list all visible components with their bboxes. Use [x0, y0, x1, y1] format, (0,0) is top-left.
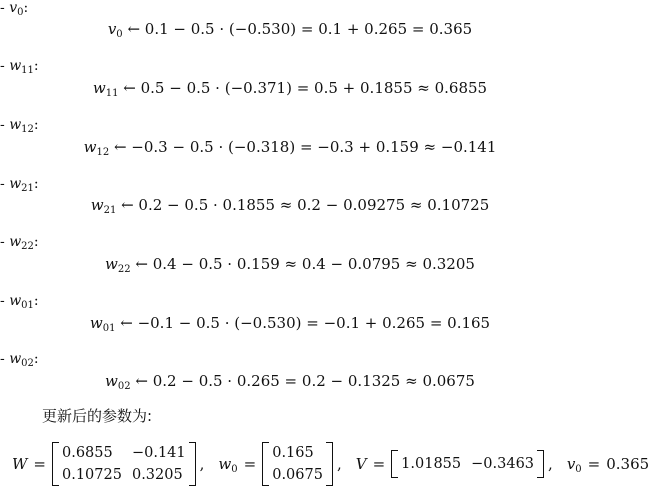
update-equation: $w_{22}$ ← 0.4 − 0.5 · 0.159 ≈ 0.4 − 0.0795 ≈ 0.3205	[105, 255, 475, 275]
right-bracket	[326, 442, 333, 486]
equals-sign: =	[587, 455, 601, 473]
comma: ,	[199, 455, 205, 473]
v0-symbol: $v_0$	[566, 455, 582, 475]
comma: ,	[548, 455, 553, 473]
update-equation: $w_{01}$ ← −0.1 − 0.5 · (−0.530) = −0.1 + 0.265 = 0.165	[89, 314, 491, 334]
equals-sign: =	[372, 455, 386, 473]
vector-cell: 0.165	[272, 445, 314, 461]
update-equation: $w_{11}$ ← 0.5 − 0.5 · (−0.371) = 0.5 + 0.1855 ≈ 0.6855	[92, 79, 488, 99]
update-label: - $w_{22}$:	[0, 234, 39, 252]
right-bracket	[189, 442, 196, 486]
vector-cell: −0.3463	[471, 456, 535, 472]
updated-params-heading: 更新后的参数为:	[42, 407, 153, 425]
update-equation: $w_{21}$ ← 0.2 − 0.5 · 0.1855 ≈ 0.2 − 0.09275 ≈ 0.10725	[90, 196, 490, 216]
W-symbol: W	[12, 455, 28, 473]
update-equation: $v_0$ ← 0.1 − 0.5 · (−0.530) = 0.1 + 0.265 = 0.365	[107, 20, 473, 40]
v0-value: 0.365	[606, 455, 649, 473]
matrix-cell: 0.6855	[62, 445, 113, 461]
right-bracket	[537, 450, 544, 478]
w0-vector	[262, 442, 333, 486]
matrix-cell: −0.141	[131, 445, 186, 461]
left-bracket	[391, 450, 398, 478]
update-label: - $v_0$:	[0, 0, 29, 18]
matrix-cell: 0.3205	[131, 467, 183, 483]
w0-symbol: $w_0$	[218, 455, 238, 475]
equals-sign: =	[33, 455, 46, 473]
update-equation: $w_{02}$ ← 0.2 − 0.5 · 0.265 = 0.2 − 0.1325 ≈ 0.0675	[105, 372, 475, 392]
update-label: - $w_{21}$:	[0, 176, 39, 194]
update-equation: $w_{12}$ ← −0.3 − 0.5 · (−0.318) = −0.3 + 0.159 ≈ −0.141	[83, 138, 497, 158]
update-label: - $w_{01}$:	[0, 293, 39, 311]
left-bracket	[262, 442, 269, 486]
update-label: - $w_{11}$:	[0, 58, 39, 76]
vector-cell: 1.01855	[401, 456, 462, 472]
W-matrix	[52, 442, 196, 486]
update-label: - $w_{12}$:	[0, 117, 39, 135]
left-bracket	[52, 442, 59, 486]
final-parameters	[12, 436, 649, 492]
comma: ,	[336, 455, 342, 473]
matrix-cell: 0.10725	[62, 467, 122, 483]
update-label: - $w_{02}$:	[0, 351, 39, 369]
equals-sign: =	[243, 455, 257, 473]
V-symbol: V	[355, 455, 367, 473]
V-vector	[391, 450, 544, 478]
vector-cell: 0.0675	[272, 467, 323, 483]
